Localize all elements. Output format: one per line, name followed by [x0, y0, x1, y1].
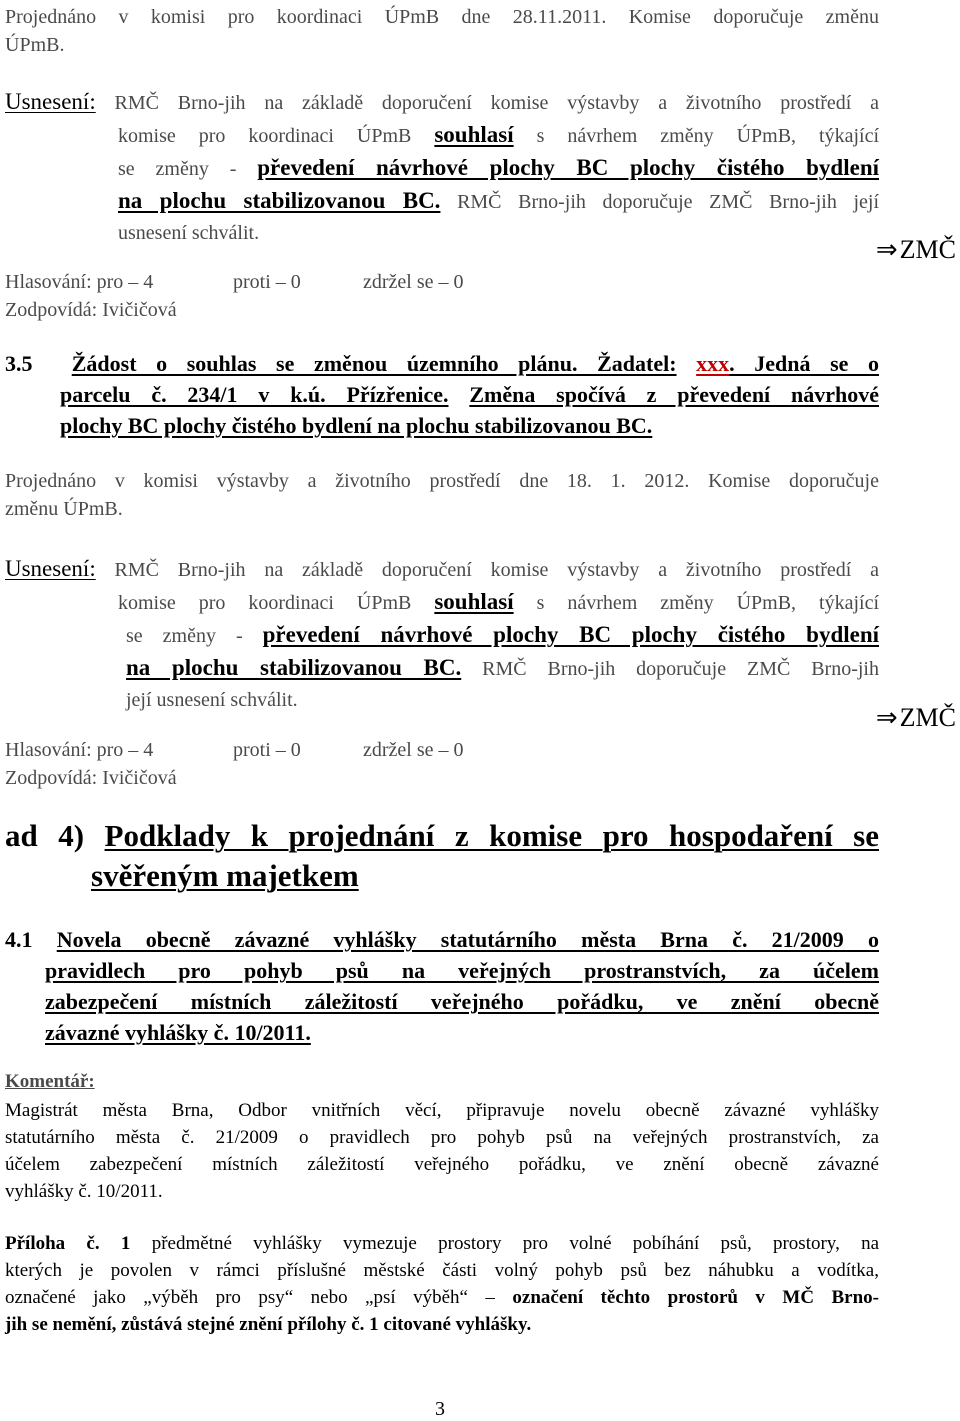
section-title: parcelu č. 234/1 v k.ú. Přízřenice. — [60, 382, 449, 407]
paragraph-commission-2 — [5, 467, 879, 523]
section-title: Změna spočívá z převedení návrhové — [469, 382, 879, 407]
double-arrow-icon: ⇒ — [875, 703, 898, 732]
agenda-item-4-heading — [5, 816, 879, 896]
comment-line: Magistrát města Brna, Odbor vnitřních věcí, připravuje novelu obecně závazné vyhlášky — [5, 1100, 879, 1121]
resolution-text: komise pro koordinaci ÚPmB — [118, 125, 412, 147]
vote-abstain: zdržel se – 0 — [363, 271, 464, 293]
resolution-subject: na plochu stabilizovanou BC. — [118, 188, 441, 213]
section-4-1 — [5, 924, 879, 1048]
section-title: Novela obecně závazné vyhlášky statutárního města Brna č. 21/2009 o — [56, 927, 880, 952]
resolution-text: se změny - — [118, 158, 237, 180]
forward-to-zmc — [876, 703, 956, 733]
section-title: zabezpečení místních záležitostí veřejného pořádku, ve znění obecně — [45, 989, 879, 1014]
vote-block-1 — [5, 268, 464, 324]
section-title: . Jedná se o — [729, 351, 880, 376]
vote-against: proti – 0 — [233, 271, 301, 293]
agenda-title: Podklady k projednání z komise pro hospodaření se — [104, 818, 879, 853]
paragraph-line: Projednáno v komisi výstavby a životního prostředí dne 18. 1. 2012. Komise doporučuje — [5, 470, 879, 492]
resolution-label: Usnesení: — [5, 556, 96, 581]
resolution-text: její usnesení schválit. — [126, 689, 298, 711]
vote-block-2 — [5, 736, 464, 792]
agrees-keyword: souhlasí — [434, 122, 514, 147]
resolution-subject: převedení návrhové plochy BC plochy čistého bydlení — [257, 155, 879, 180]
agenda-title: svěřeným majetkem — [91, 858, 359, 893]
comment-label: Komentář: — [5, 1071, 95, 1092]
agenda-prefix: ad 4) — [5, 818, 85, 853]
vote-for: Hlasování: pro – 4 — [5, 739, 154, 761]
paragraph-line: ÚPmB. — [5, 34, 65, 56]
resolution-1 — [5, 86, 879, 249]
forward-to-zmc — [876, 235, 956, 265]
annex-emphasis: označení těchto prostorů v MČ Brno- — [512, 1287, 879, 1308]
comment-line: účelem zabezpečení místních záležitostí veřejného pořádku, ve znění obecně závazné — [5, 1154, 879, 1175]
paragraph-line: změnu ÚPmB. — [5, 498, 123, 520]
vote-for: Hlasování: pro – 4 — [5, 271, 154, 293]
annex-number: 1 — [120, 1233, 131, 1254]
resolution-text: RMČ Brno-jih na základě doporučení komise výstavby a životního prostředí a — [114, 92, 879, 114]
section-title: závazné vyhlášky č. 10/2011. — [45, 1020, 311, 1045]
resolution-subject: na plochu stabilizovanou BC. — [126, 655, 462, 680]
section-title: plochy BC plochy čistého bydlení na plochu stabilizovanou BC. — [60, 413, 653, 438]
resolution-2 — [5, 553, 879, 716]
resolution-text: komise pro koordinaci ÚPmB — [118, 592, 412, 614]
resolution-text: RMČ Brno-jih doporučuje ZMČ Brno-jih její — [457, 191, 880, 213]
responsible-person: Zodpovídá: Ivičičová — [5, 767, 177, 789]
comment-line: statutárního města č. 21/2009 o pravidlech pro pohyb psů na veřejných prostranstvích, za — [5, 1127, 879, 1148]
applicant-redacted: xxx — [696, 351, 730, 376]
section-title: Žádost o souhlas se změnou územního plánu. Žadatel: — [71, 351, 677, 376]
responsible-person: Zodpovídá: Ivičičová — [5, 299, 177, 321]
annex-text: označené jako „výběh pro psy“ nebo „psí výběh“ – — [5, 1287, 495, 1308]
annex-text: předmětné vyhlášky vymezuje prostory pro volné pobíhání psů, prostory, na — [151, 1233, 880, 1254]
section-number: 4.1 — [5, 927, 33, 952]
resolution-subject: převedení návrhové plochy BC plochy čistého bydlení — [262, 622, 880, 647]
section-3-5 — [5, 348, 879, 441]
annex-text: kterých je povolen v rámci příslušné městské části volný pohyb psů bez náhubku a vodítka, — [5, 1260, 879, 1281]
comment-body — [5, 1097, 879, 1205]
page-number: 3 — [435, 1398, 445, 1420]
zmc-label: ZMČ — [899, 235, 956, 264]
annex-paragraph — [5, 1230, 879, 1338]
paragraph-commission-1 — [5, 3, 879, 59]
vote-abstain: zdržel se – 0 — [363, 739, 464, 761]
vote-against: proti – 0 — [233, 739, 301, 761]
annex-label: Příloha č. — [5, 1233, 100, 1254]
comment-line: vyhlášky č. 10/2011. — [5, 1181, 163, 1202]
resolution-text: s návrhem změny ÚPmB, týkající — [536, 592, 880, 614]
double-arrow-icon: ⇒ — [875, 235, 898, 264]
resolution-text: RMČ Brno-jih doporučuje ZMČ Brno-jih — [482, 658, 879, 680]
section-number: 3.5 — [5, 351, 33, 376]
resolution-text: s návrhem změny ÚPmB, týkající — [536, 125, 880, 147]
paragraph-line: Projednáno v komisi pro koordinaci ÚPmB dne 28.11.2011. Komise doporučuje změnu — [5, 6, 879, 28]
agrees-keyword: souhlasí — [434, 589, 514, 614]
resolution-text: se změny - — [126, 625, 243, 647]
section-title: pravidlech pro pohyb psů na veřejných prostranstvích, za účelem — [45, 958, 879, 983]
annex-emphasis: jih se nemění, zůstává stejné znění přílohy č. 1 citované vyhlášky. — [5, 1314, 532, 1335]
resolution-text: RMČ Brno-jih na základě doporučení komise výstavby a životního prostředí a — [114, 559, 879, 581]
resolution-label: Usnesení: — [5, 89, 96, 114]
zmc-label: ZMČ — [899, 703, 956, 732]
resolution-text: usnesení schválit. — [118, 222, 260, 244]
